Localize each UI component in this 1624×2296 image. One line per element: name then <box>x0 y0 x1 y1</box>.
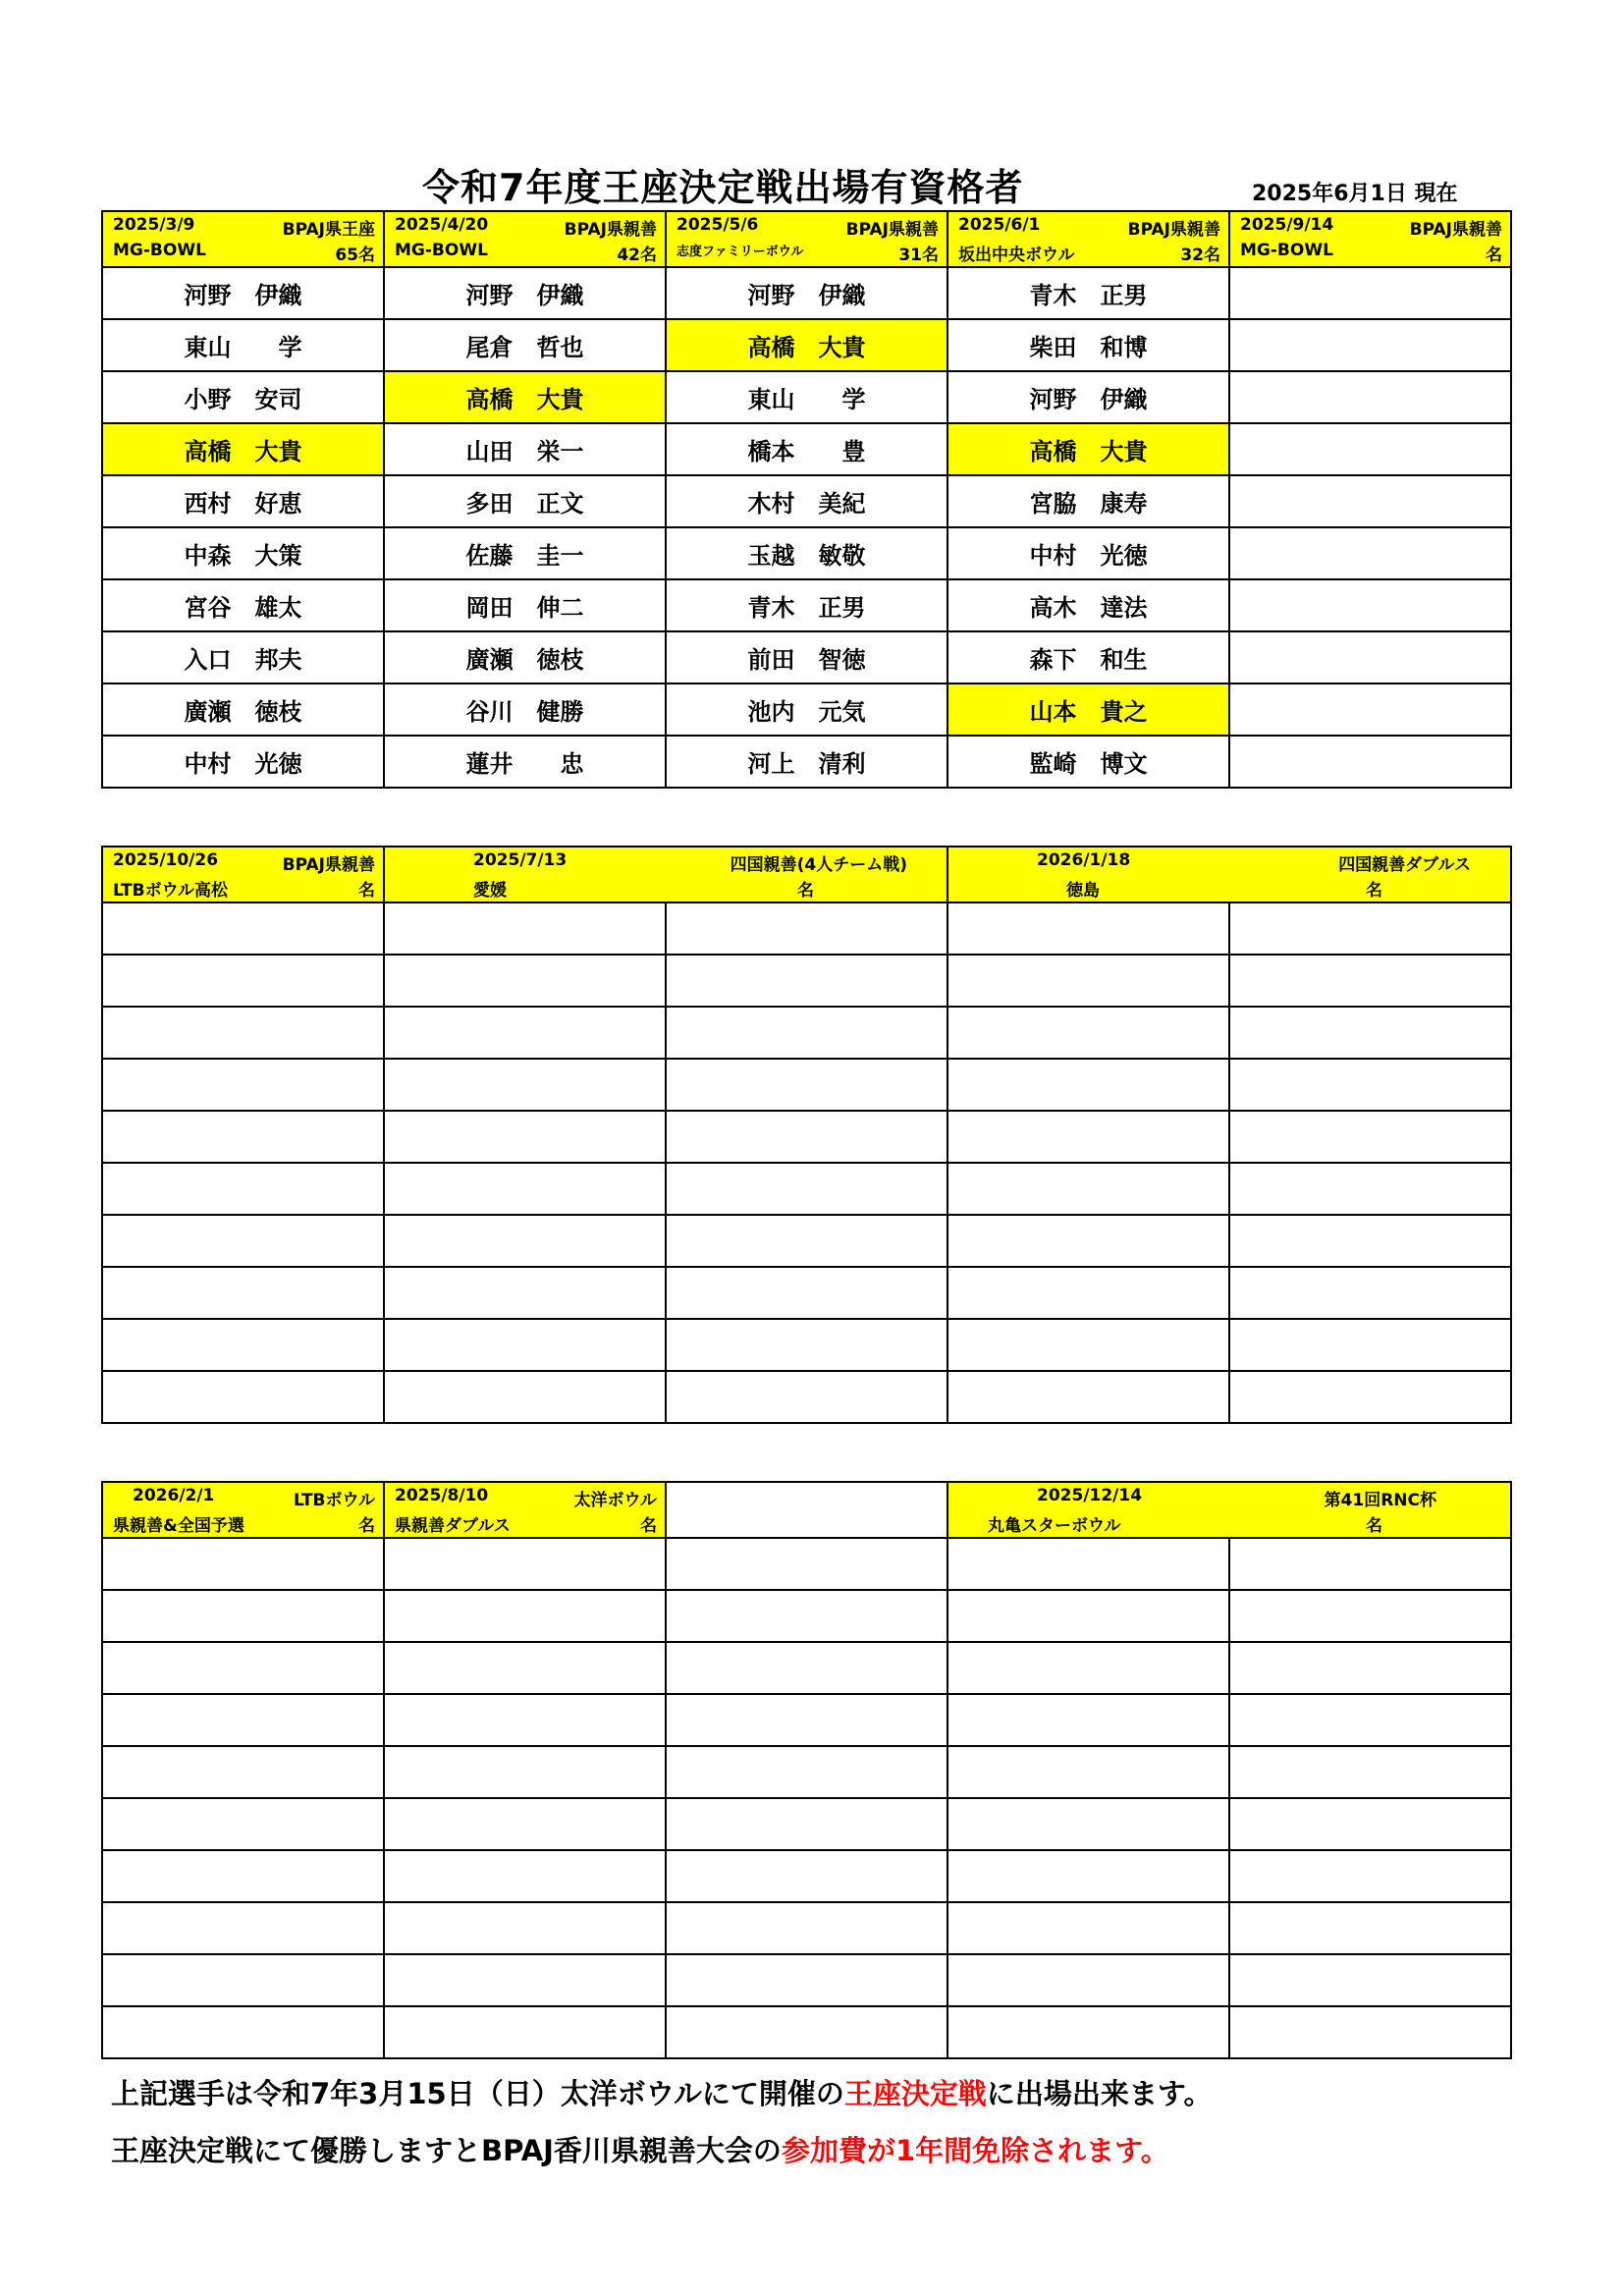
qualifier-name-cell <box>102 1850 384 1902</box>
table-row <box>102 579 1511 631</box>
qualifier-name-cell <box>102 1007 384 1059</box>
event-header: 2025/9/14 BPAJ県親善 MG-BOWL 名 <box>1229 211 1511 267</box>
qualifier-name-cell: 宮谷 雄太 <box>102 579 384 631</box>
header-row <box>102 211 1511 267</box>
qualifier-name-cell <box>1229 267 1511 319</box>
qualifier-name-cell: 河野 伊織 <box>947 371 1229 423</box>
qualifier-name-cell <box>1229 1798 1511 1850</box>
qualifier-name-cell: 中森 大策 <box>102 527 384 579</box>
qualifier-name-cell: 高橋 大貴 <box>384 371 666 423</box>
qualifier-name-cell <box>384 955 666 1007</box>
qualifier-name-cell <box>1229 1538 1511 1590</box>
qualifier-name-cell <box>666 1746 947 1798</box>
table-row <box>102 2006 1511 2058</box>
qualifier-name-cell: 廣瀬 徳枝 <box>102 683 384 736</box>
qualifier-name-cell <box>666 1215 947 1267</box>
qualifier-name-cell <box>1229 1267 1511 1319</box>
table-row <box>102 1163 1511 1215</box>
qualifier-name-cell <box>666 1954 947 2006</box>
qualifier-name-cell <box>384 1007 666 1059</box>
table-row <box>102 631 1511 683</box>
table-row <box>102 1059 1511 1111</box>
qualifier-name-cell: 青木 正男 <box>947 267 1229 319</box>
event-header: 2025/8/10 太洋ボウル 県親善ダブルス 名 <box>384 1482 666 1538</box>
qualifier-name-cell <box>947 1538 1229 1590</box>
qualifier-name-cell <box>1229 1642 1511 1694</box>
qualifier-name-cell <box>1229 1954 1511 2006</box>
qualifier-name-cell <box>102 1163 384 1215</box>
qualifier-name-cell: 前田 智徳 <box>666 631 947 683</box>
qualifier-name-cell: 柴田 和博 <box>947 319 1229 371</box>
table-row <box>102 371 1511 423</box>
table-row <box>102 736 1511 788</box>
qualifier-name-cell <box>666 2006 947 2058</box>
qualifier-name-cell <box>102 1954 384 2006</box>
qualifier-name-cell <box>666 1590 947 1642</box>
qualifier-name-cell <box>666 1059 947 1111</box>
qualifier-name-cell <box>947 1694 1229 1746</box>
qualifier-name-cell <box>947 1954 1229 2006</box>
qualifier-name-cell: 尾倉 哲也 <box>384 319 666 371</box>
qualifier-name-cell <box>947 1798 1229 1850</box>
qualifier-name-cell <box>1229 579 1511 631</box>
qualifier-name-cell: 山田 栄一 <box>384 423 666 475</box>
qualifier-name-cell: 青木 正男 <box>666 579 947 631</box>
qualifier-name-cell <box>947 1850 1229 1902</box>
qualifier-table-2 <box>101 846 1512 1424</box>
qualifier-name-cell <box>102 955 384 1007</box>
qualifier-name-cell: 山本 貴之 <box>947 683 1229 736</box>
qualifier-name-cell <box>947 1215 1229 1267</box>
qualifier-name-cell: 谷川 健勝 <box>384 683 666 736</box>
qualifier-name-cell <box>384 902 666 955</box>
qualifier-name-cell: 佐藤 圭一 <box>384 527 666 579</box>
qualifier-name-cell <box>1229 527 1511 579</box>
empty-header <box>666 1482 947 1538</box>
qualifier-name-cell <box>384 1590 666 1642</box>
qualifier-name-cell <box>1229 955 1511 1007</box>
qualifier-name-cell <box>666 1850 947 1902</box>
qualifier-name-cell: 高橋 大貴 <box>947 423 1229 475</box>
qualifier-name-cell: 高木 達法 <box>947 579 1229 631</box>
qualifier-name-cell: 西村 好恵 <box>102 475 384 527</box>
qualifier-name-cell: 廣瀬 徳枝 <box>384 631 666 683</box>
qualifier-name-cell <box>666 1902 947 1954</box>
qualifier-name-cell <box>1229 1371 1511 1423</box>
qualifier-name-cell <box>666 955 947 1007</box>
table-row <box>102 527 1511 579</box>
event-header: 2026/1/18 四国親善ダブルス 徳島 名 <box>947 847 1511 902</box>
qualifier-name-cell <box>384 1163 666 1215</box>
event-header: 2025/12/14 第41回RNC杯 丸亀スターボウル 名 <box>947 1482 1511 1538</box>
qualifier-name-cell: 高橋 大貴 <box>666 319 947 371</box>
qualifier-name-cell <box>102 1371 384 1423</box>
table-row <box>102 1215 1511 1267</box>
qualifier-name-cell <box>947 955 1229 1007</box>
qualifier-name-cell <box>947 2006 1229 2058</box>
qualifier-name-cell <box>947 1642 1229 1694</box>
qualifier-name-cell <box>102 1267 384 1319</box>
qualifier-name-cell <box>666 1267 947 1319</box>
qualifier-name-cell <box>947 902 1229 955</box>
table-row <box>102 1111 1511 1163</box>
qualifier-name-cell: 岡田 伸二 <box>384 579 666 631</box>
event-header: 2026/2/1 LTBボウル 県親善&全国予選 名 <box>102 1482 384 1538</box>
qualifier-name-cell <box>1229 1746 1511 1798</box>
qualifier-name-cell: 中村 光徳 <box>102 736 384 788</box>
qualifier-name-cell <box>384 1371 666 1423</box>
qualifier-name-cell: 東山 学 <box>102 319 384 371</box>
qualifier-name-cell <box>1229 2006 1511 2058</box>
qualifier-name-cell: 入口 邦夫 <box>102 631 384 683</box>
qualifier-name-cell: 監崎 博文 <box>947 736 1229 788</box>
qualifier-name-cell <box>1229 475 1511 527</box>
table-row <box>102 683 1511 736</box>
header-row <box>102 1482 1511 1538</box>
event-header: 2025/3/9 BPAJ県王座 MG-BOWL 65名 <box>102 211 384 267</box>
qualifier-name-cell: 蓮井 忠 <box>384 736 666 788</box>
qualifier-name-cell: 木村 美紀 <box>666 475 947 527</box>
event-header: 2025/6/1 BPAJ県親善 坂出中央ボウル 32名 <box>947 211 1229 267</box>
qualifier-name-cell <box>102 1111 384 1163</box>
qualifier-name-cell <box>384 1267 666 1319</box>
qualifier-name-cell <box>666 1694 947 1746</box>
qualifier-name-cell: 小野 安司 <box>102 371 384 423</box>
qualifier-name-cell: 橋本 豊 <box>666 423 947 475</box>
qualifier-name-cell <box>102 1694 384 1746</box>
qualifier-name-cell <box>666 902 947 955</box>
qualifier-name-cell <box>666 1642 947 1694</box>
qualifier-name-cell <box>1229 1590 1511 1642</box>
qualifier-name-cell: 河野 伊織 <box>666 267 947 319</box>
event-header: 2025/4/20 BPAJ県親善 MG-BOWL 42名 <box>384 211 666 267</box>
table-row <box>102 319 1511 371</box>
qualifier-name-cell <box>666 1163 947 1215</box>
page-title: 令和7年度王座決定戦出場有資格者 <box>422 166 1024 209</box>
qualifier-name-cell <box>666 1371 947 1423</box>
qualifier-name-cell <box>1229 1059 1511 1111</box>
table-row <box>102 1746 1511 1798</box>
qualifier-name-cell <box>384 1798 666 1850</box>
qualifier-name-cell: 玉越 敏敬 <box>666 527 947 579</box>
table-row <box>102 1694 1511 1746</box>
qualifier-name-cell <box>947 1319 1229 1371</box>
table-row <box>102 955 1511 1007</box>
qualifier-name-cell <box>102 2006 384 2058</box>
qualifier-name-cell <box>947 1059 1229 1111</box>
qualifier-name-cell <box>384 1215 666 1267</box>
qualifier-table-3 <box>101 1481 1512 2059</box>
footer-note-1: 上記選手は令和7年3月15日（日）太洋ボウルにて開催の王座決定戦に出場出来ます。 <box>111 2077 1213 2110</box>
qualifier-name-cell <box>947 1371 1229 1423</box>
qualifier-name-cell <box>947 1111 1229 1163</box>
table-row <box>102 1590 1511 1642</box>
qualifier-name-cell <box>947 1163 1229 1215</box>
qualifier-name-cell <box>1229 423 1511 475</box>
qualifier-name-cell <box>384 1694 666 1746</box>
qualifier-name-cell <box>384 1059 666 1111</box>
table-row <box>102 423 1511 475</box>
table-row <box>102 1319 1511 1371</box>
qualifier-name-cell <box>384 1746 666 1798</box>
qualifier-name-cell <box>947 1590 1229 1642</box>
qualifier-name-cell <box>947 1746 1229 1798</box>
qualifier-name-cell <box>666 1007 947 1059</box>
qualifier-name-cell <box>1229 1902 1511 1954</box>
as-of-date: 2025年6月1日 現在 <box>1252 182 1458 206</box>
qualifier-name-cell: 河野 伊織 <box>384 267 666 319</box>
table-row <box>102 475 1511 527</box>
qualifier-name-cell <box>102 1590 384 1642</box>
qualifier-name-cell <box>384 1538 666 1590</box>
table-row <box>102 1267 1511 1319</box>
qualifier-name-cell <box>947 1267 1229 1319</box>
qualifier-name-cell <box>1229 1215 1511 1267</box>
qualifier-name-cell <box>384 1111 666 1163</box>
qualifier-name-cell <box>1229 371 1511 423</box>
qualifier-name-cell <box>102 1319 384 1371</box>
qualifier-name-cell: 東山 学 <box>666 371 947 423</box>
qualifier-name-cell <box>1229 1163 1511 1215</box>
qualifier-name-cell <box>102 902 384 955</box>
qualifier-name-cell <box>947 1902 1229 1954</box>
qualifier-name-cell <box>102 1902 384 1954</box>
qualifier-name-cell <box>102 1059 384 1111</box>
qualifier-name-cell: 宮脇 康寿 <box>947 475 1229 527</box>
table-row <box>102 1642 1511 1694</box>
footer-note-2: 王座決定戦にて優勝しますとBPAJ香川県親善大会の参加費が1年間免除されます。 <box>111 2134 1169 2167</box>
qualifier-name-cell <box>1229 1694 1511 1746</box>
qualifier-name-cell <box>384 1902 666 1954</box>
qualifier-name-cell <box>384 1642 666 1694</box>
qualifier-name-cell <box>1229 1111 1511 1163</box>
qualifier-name-cell <box>384 1954 666 2006</box>
qualifier-table-1 <box>101 210 1512 789</box>
qualifier-name-cell <box>666 1111 947 1163</box>
qualifier-name-cell <box>102 1538 384 1590</box>
table-row <box>102 1850 1511 1902</box>
qualifier-name-cell <box>1229 319 1511 371</box>
qualifier-name-cell <box>102 1215 384 1267</box>
table-row <box>102 1798 1511 1850</box>
qualifier-name-cell <box>1229 683 1511 736</box>
qualifier-name-cell <box>666 1538 947 1590</box>
qualifier-name-cell <box>384 1319 666 1371</box>
qualifier-name-cell: 高橋 大貴 <box>102 423 384 475</box>
qualifier-name-cell <box>1229 902 1511 955</box>
qualifier-name-cell <box>947 1007 1229 1059</box>
qualifier-name-cell <box>384 2006 666 2058</box>
qualifier-name-cell <box>666 1319 947 1371</box>
qualifier-name-cell <box>102 1746 384 1798</box>
event-header: 2025/5/6 BPAJ県親善 志度ファミリーボウル 31名 <box>666 211 947 267</box>
qualifier-name-cell: 森下 和生 <box>947 631 1229 683</box>
table-row <box>102 1954 1511 2006</box>
qualifier-name-cell <box>1229 631 1511 683</box>
event-header: 2025/10/26 BPAJ県親善 LTBボウル高松 名 <box>102 847 384 902</box>
table-row <box>102 902 1511 955</box>
qualifier-name-cell <box>666 1798 947 1850</box>
table-row <box>102 1538 1511 1590</box>
qualifier-name-cell <box>1229 736 1511 788</box>
table-row <box>102 1371 1511 1423</box>
qualifier-name-cell: 池内 元気 <box>666 683 947 736</box>
qualifier-name-cell <box>102 1798 384 1850</box>
qualifier-name-cell <box>384 1850 666 1902</box>
qualifier-name-cell: 中村 光徳 <box>947 527 1229 579</box>
qualifier-name-cell <box>102 1642 384 1694</box>
qualifier-name-cell: 河野 伊織 <box>102 267 384 319</box>
qualifier-name-cell <box>1229 1850 1511 1902</box>
qualifier-name-cell: 多田 正文 <box>384 475 666 527</box>
qualifier-name-cell <box>1229 1007 1511 1059</box>
qualifier-name-cell <box>1229 1319 1511 1371</box>
qualifier-name-cell: 河上 清利 <box>666 736 947 788</box>
table-row <box>102 267 1511 319</box>
header-row <box>102 847 1511 902</box>
event-header: 2025/7/13 四国親善(4人チーム戦) 愛媛 名 <box>384 847 947 902</box>
table-row <box>102 1007 1511 1059</box>
table-row <box>102 1902 1511 1954</box>
